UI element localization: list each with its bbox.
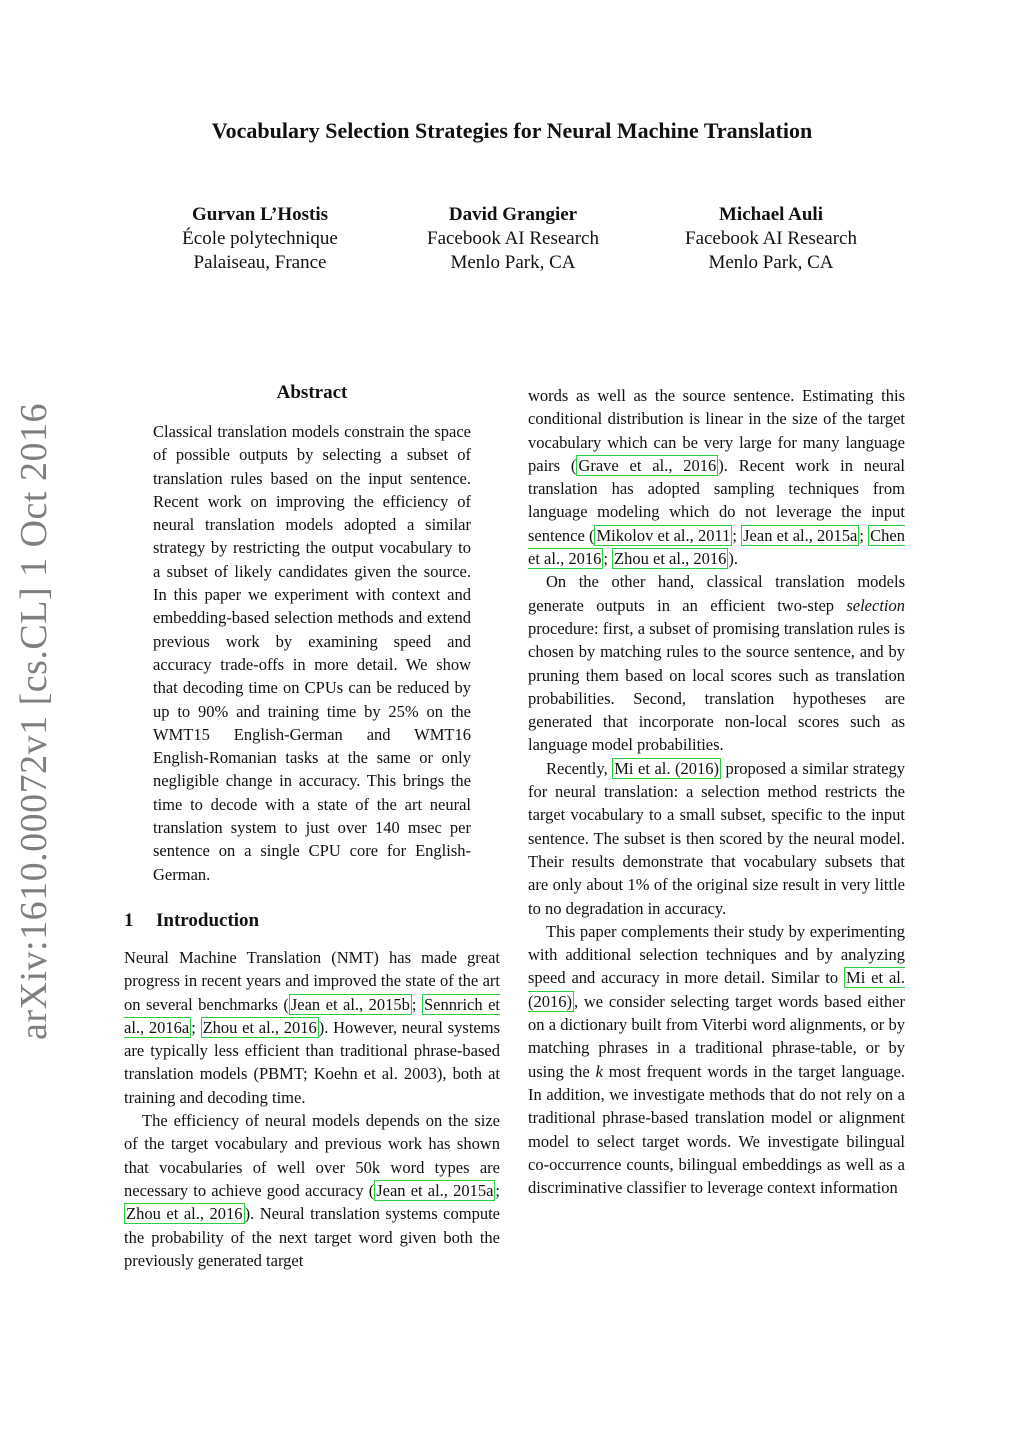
author-affiliation: École polytechnique — [182, 228, 338, 249]
paragraph-text: ). Recent work in neural translation has adopted sampling techniques from language modeling which do not leverage the input sentence ( — [528, 455, 906, 545]
paragraph-text: ). However, neural systems are typically less efficient than traditional phrase-based translation models (PBMT; Koehn et al. 2003), both at training and decoding time. — [124, 1017, 500, 1107]
right-paragraph-3 — [528, 757, 905, 920]
intro-paragraph-2 — [124, 1109, 500, 1272]
citation-link[interactable]: Mi et al. (2016) — [528, 968, 905, 1011]
author-location: Menlo Park, CA — [450, 252, 576, 273]
author-block — [398, 203, 628, 275]
section-heading — [124, 910, 500, 932]
author-name: Michael Auli — [719, 204, 823, 225]
citation-link[interactable]: Zhou et al., 2016 — [126, 1204, 243, 1224]
paragraph-text: Recently, — [546, 758, 613, 778]
author-block — [656, 203, 886, 275]
left-column — [124, 382, 500, 1272]
author-location: Palaiseau, France — [193, 252, 327, 273]
paragraph-text: ). Neural translation systems compute the probability of the next target word given both the previously generated target — [124, 1204, 500, 1270]
abstract-text: Classical translation models constrain the space of possible outputs by selecting a subset of translation rules based on the input sentence. Recent work on improving the efficiency of neural translation models adopted a similar strategy by restricting the output vocabulary to a subset of likely candidates given the source. In this paper we experiment with context and embedding-based selection methods and extend previous work by examining speed and accuracy trade-offs in more detail. We show that decoding time on CPUs can be reduced by up to 90% and training time by 25% on the WMT15 English-German and WMT16 English-Romanian tasks at the same or only negligible change in accuracy. This brings the time to decode with a state of the art neural translation system to just over 140 msec per sentence on a single CPU core for English-German. — [153, 422, 471, 884]
paragraph-text: most frequent words in the target language. In addition, we investigate methods that do not rely on a traditional phrase-based translation model or alignment model to select target words. We investigate bilingual co-occurrence counts, bilingual embeddings as well as a discriminative classifier to leverage context information — [528, 1061, 905, 1198]
section-title: Introduction — [156, 909, 260, 931]
citation-link[interactable]: Jean et al., 2015a — [743, 525, 858, 545]
paragraph-text: ; — [191, 1017, 201, 1037]
right-paragraph-2 — [528, 570, 905, 756]
right-paragraph-4 — [528, 920, 905, 1200]
paragraph-text: On the other hand, classical translation models generate outputs in an efficient two-step — [528, 572, 905, 615]
citation-link[interactable]: Jean et al., 2015a — [376, 1180, 494, 1200]
paper-title: Vocabulary Selection Strategies for Neural Machine Translation — [211, 118, 813, 143]
citation-link[interactable]: Sennrich et al., 2016a — [124, 994, 500, 1037]
paragraph-text: ; — [859, 525, 869, 545]
citation-link[interactable]: Mi et al. (2016) — [614, 758, 720, 778]
right-column — [528, 384, 905, 1199]
section-number: 1 — [124, 909, 134, 931]
right-paragraph-1 — [528, 384, 905, 570]
author-block — [145, 203, 375, 275]
citation-link[interactable]: Mikolov et al., 2011 — [596, 525, 731, 545]
paragraph-text: procedure: first, a subset of promising translation rules is chosen by matching rules to the source sentence, and by pruning them based on local scores such as translation probabilities. Second, translation hypotheses are generated that incorporate non-local scores such as language model probabilities. — [528, 618, 905, 755]
citation-link[interactable]: Zhou et al., 2016 — [614, 549, 727, 569]
paragraph-text: ; — [495, 1180, 500, 1200]
author-affiliation: Facebook AI Research — [427, 228, 599, 249]
author-name: Gurvan L’Hostis — [191, 204, 329, 225]
author-location: Menlo Park, CA — [708, 252, 834, 273]
emphasis-text: selection — [846, 595, 905, 615]
arxiv-identifier: arXiv:1610.00072v1 [cs.CL] 1 Oct 2016 — [13, 403, 55, 1040]
paragraph-text: , we consider selecting target words based either on a dictionary built from Viterbi word alignments, or by matching phrases in a traditional phrase-table, or by using the — [528, 991, 905, 1081]
author-affiliation: Facebook AI Research — [685, 228, 857, 249]
paragraph-text: ; — [603, 549, 613, 569]
citation-link[interactable]: Chen et al., 2016 — [528, 525, 906, 569]
paragraph-text: This paper complements their study by experimenting with additional selection techniques and by analyzing speed and accuracy in more detail. Similar to — [528, 921, 905, 988]
paragraph-text: The efficiency of neural models depends on the size of the target vocabulary and previous work has shown that vocabularies of well over 50k word types are necessary to achieve good accuracy ( — [124, 1111, 500, 1200]
paragraph-text: ; — [732, 525, 742, 545]
citation-link[interactable]: Zhou et al., 2016 — [202, 1017, 317, 1037]
paragraph-text: proposed a similar strategy for neural translation: a selection method restricts the target vocabulary to a small subset, specific to the input sentence. The subset is then scored by the neural model. Their results demonstrate that vocabulary subsets that are only about 1% of the original size result in very little to no degradation in accuracy. — [528, 758, 906, 918]
intro-paragraph-1 — [124, 946, 500, 1109]
math-variable: k — [595, 1061, 603, 1081]
abstract-heading: Abstract — [276, 382, 348, 403]
author-name: David Grangier — [448, 204, 578, 225]
paragraph-text: ; — [411, 994, 422, 1014]
paragraph-text: words as well as the source sentence. Estimating this conditional distribution is linear in the size of the target vocabulary which can be very large for many language pairs ( — [528, 386, 905, 475]
citation-link[interactable]: Grave et al., 2016 — [578, 455, 717, 475]
citation-link[interactable]: Jean et al., 2015b — [290, 994, 410, 1014]
paragraph-text: Neural Machine Translation (NMT) has made great progress in recent years and improved the state of the art on several benchmarks ( — [124, 947, 500, 1014]
paragraph-text: ). — [728, 549, 738, 569]
